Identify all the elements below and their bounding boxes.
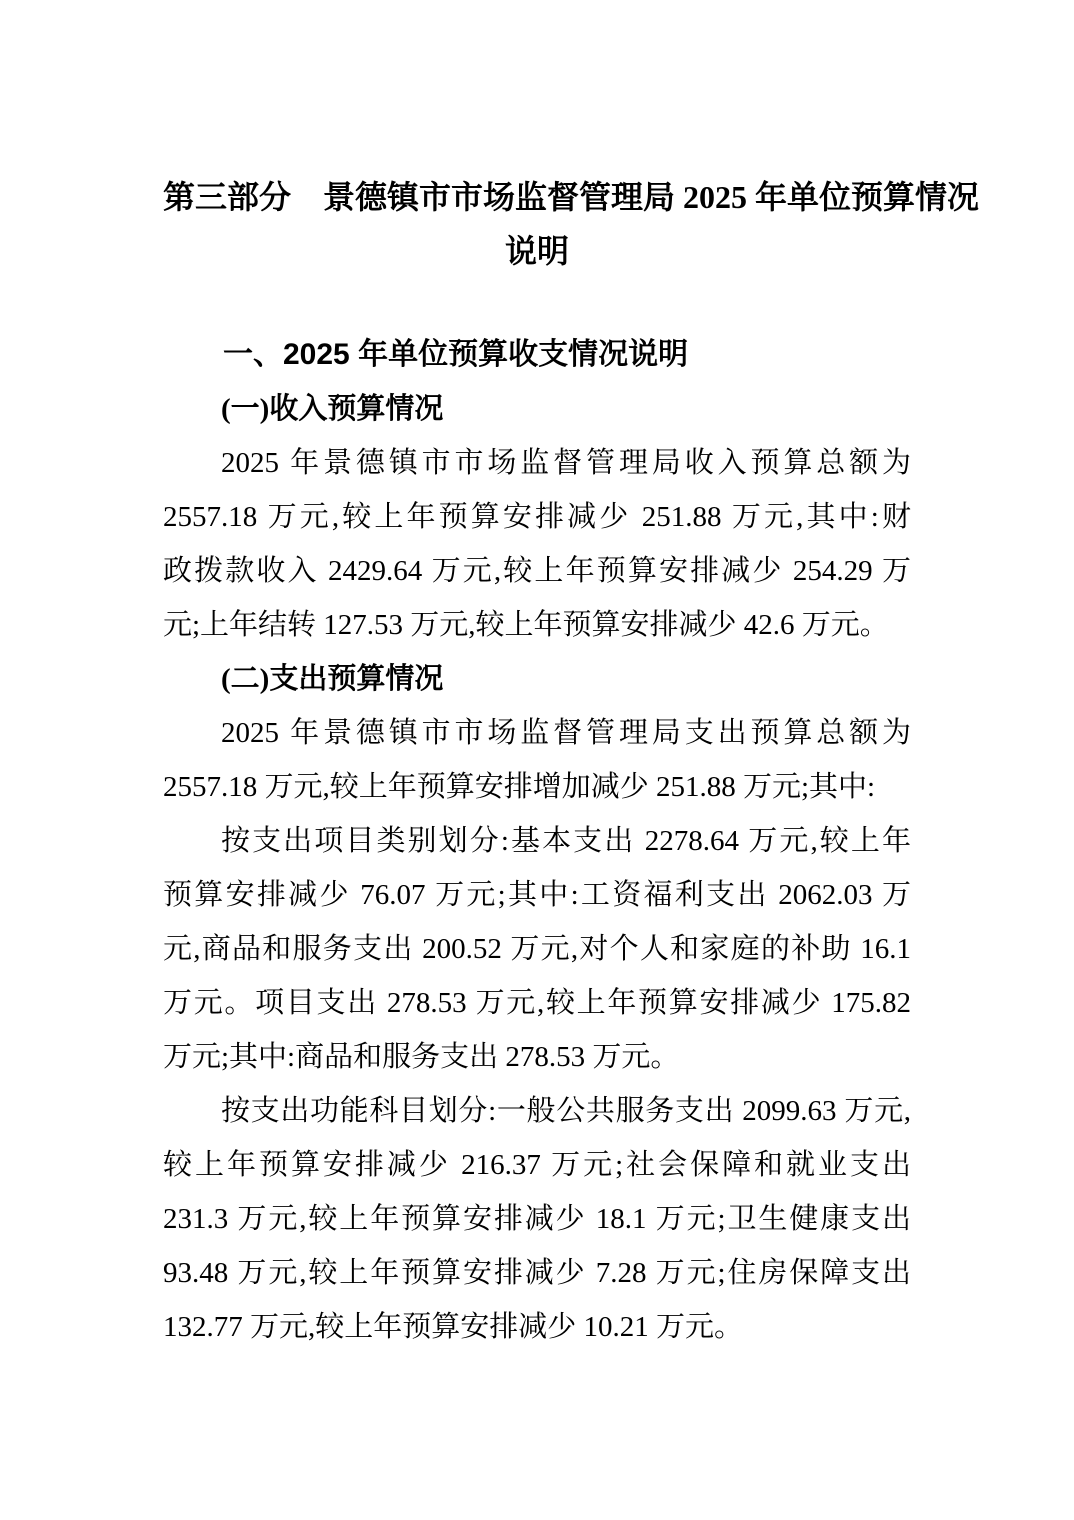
paragraph-line: 132.77 万元,较上年预算安排减少 10.21 万元。 [163, 1311, 744, 1343]
paragraph-line: 231.3 万元,较上年预算安排减少 18.1 万元;卫生健康支出 [163, 1203, 911, 1235]
paragraph-line: 按支出项目类别划分:基本支出 2278.64 万元,较上年 [221, 825, 911, 857]
document-title-line-1: 第三部分 景德镇市市场监督管理局 2025 年单位预算情况 [163, 179, 980, 215]
paragraph-expenditure-by-category [163, 814, 911, 1084]
paragraph-line: 2025 年景德镇市市场监督管理局收入预算总额为 [221, 447, 911, 479]
paragraph-line: 按支出功能科目划分:一般公共服务支出 2099.63 万元, [221, 1095, 911, 1127]
document-title-line-2: 说明 [504, 233, 569, 269]
subsection-heading-expenditure-budget: (二)支出预算情况 [221, 663, 444, 695]
paragraph-line: 2557.18 万元,较上年预算安排减少 251.88 万元,其中:财 [163, 501, 911, 533]
paragraph-income-budget [163, 436, 911, 652]
paragraph-line: 万元。项目支出 278.53 万元,较上年预算安排减少 175.82 [163, 987, 911, 1019]
paragraph-line: 2025 年景德镇市市场监督管理局支出预算总额为 [221, 717, 911, 749]
paragraph-line: 政拨款收入 2429.64 万元,较上年预算安排减少 254.29 万 [163, 555, 911, 587]
paragraph-line: 元,商品和服务支出 200.52 万元,对个人和家庭的补助 16.1 [163, 933, 911, 965]
paragraph-line: 元;上年结转 127.53 万元,较上年预算安排减少 42.6 万元。 [163, 609, 889, 641]
paragraph-line: 93.48 万元,较上年预算安排减少 7.28 万元;住房保障支出 [163, 1257, 911, 1289]
paragraph-line: 预算安排减少 76.07 万元;其中:工资福利支出 2062.03 万 [163, 879, 911, 911]
paragraph-expenditure-total [163, 706, 911, 814]
document-title [163, 170, 980, 278]
paragraph-line: 较上年预算安排减少 216.37 万元;社会保障和就业支出 [163, 1149, 911, 1181]
paragraph-line: 2557.18 万元,较上年预算安排增加减少 251.88 万元;其中: [163, 771, 876, 803]
section-heading-budget-overview: 一、2025 年单位预算收支情况说明 [223, 338, 689, 371]
paragraph-line: 万元;其中:商品和服务支出 278.53 万元。 [163, 1041, 680, 1073]
paragraph-expenditure-by-function [163, 1084, 911, 1354]
subsection-heading-income-budget: (一)收入预算情况 [221, 393, 444, 425]
